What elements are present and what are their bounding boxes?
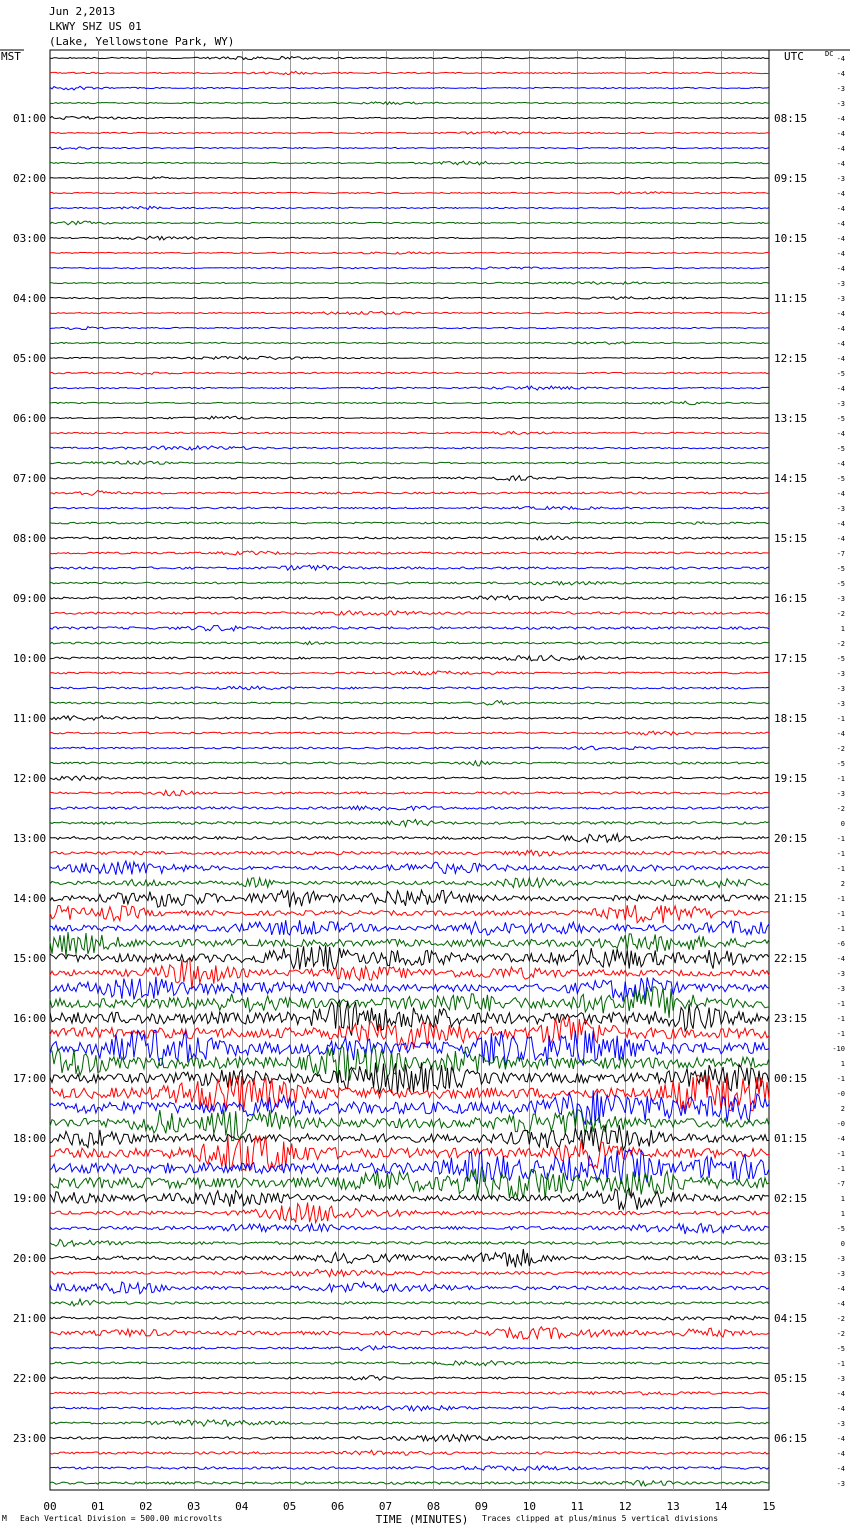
utc-hour-label: 14:15	[774, 472, 808, 485]
trace-line	[50, 746, 769, 750]
dc-offset-label: -4	[836, 1285, 845, 1293]
trace-line	[50, 490, 769, 495]
dc-offset-label: -4	[836, 130, 845, 138]
trace-line	[50, 221, 769, 225]
dc-offset-label: -4	[836, 355, 845, 363]
dc-offset-label: -3	[836, 505, 845, 513]
dc-offset-label: -4	[836, 205, 845, 213]
trace-line	[50, 701, 769, 706]
plot-date: Jun 2,2013	[49, 5, 116, 18]
dc-offset-label: -4	[836, 955, 845, 963]
trace-line	[50, 890, 769, 907]
utc-hour-label: 23:15	[774, 1012, 808, 1025]
mst-hour-label: 02:00	[13, 172, 47, 185]
dc-offset-label: -1	[836, 895, 845, 903]
x-tick-label: 11	[570, 1500, 584, 1513]
dc-offset-label: -3	[836, 1255, 845, 1263]
trace-line	[50, 416, 769, 419]
utc-hour-label: 10:15	[774, 232, 808, 245]
x-tick-label: 13	[666, 1500, 680, 1513]
utc-hour-label: 12:15	[774, 352, 808, 365]
dc-offset-label: 2	[840, 880, 845, 888]
dc-offset-label: -4	[836, 190, 845, 198]
dc-offset-label: -3	[836, 985, 845, 993]
dc-offset-label: -1	[836, 1150, 845, 1158]
dc-offset-label: -4	[836, 430, 845, 438]
minute-gridlines	[0, 50, 850, 1490]
trace-line	[50, 834, 769, 843]
dc-offset-label: -2	[836, 745, 845, 753]
dc-offset-label: -5	[836, 760, 845, 768]
dc-offset-label: -1	[836, 1360, 845, 1368]
dc-offset-label: -1	[836, 1030, 845, 1038]
trace-line	[50, 932, 769, 956]
trace-line	[50, 850, 769, 856]
trace-line	[50, 716, 769, 721]
dc-offset-label: -7	[836, 1180, 845, 1188]
clip-mark-icon: M	[2, 1514, 7, 1523]
trace-line	[50, 945, 769, 970]
mst-hour-label: 04:00	[13, 292, 47, 305]
trace-line	[50, 686, 769, 690]
right-axis-label: UTC	[784, 50, 804, 63]
trace-line	[50, 582, 769, 586]
dc-offset-label: -4	[836, 385, 845, 393]
trace-line	[50, 878, 769, 888]
utc-hour-label: 16:15	[774, 592, 808, 605]
trace-line	[50, 920, 769, 935]
x-tick-label: 07	[378, 1500, 393, 1513]
utc-hour-label: 20:15	[774, 832, 808, 845]
dc-offset-label: -4	[836, 1135, 845, 1143]
scale-note: Each Vertical Division = 500.00 microvolts	[20, 1514, 223, 1523]
mst-hour-label: 09:00	[13, 592, 47, 605]
trace-line	[50, 372, 769, 374]
x-tick-label: 04	[235, 1500, 249, 1513]
seismic-traces	[50, 56, 769, 1486]
dc-offset-label: -3	[836, 295, 845, 303]
trace-line	[50, 1299, 769, 1306]
dc-offset-label: -3	[836, 970, 845, 978]
dc-offset-label: -4	[836, 1405, 845, 1413]
dc-offset-label: -4	[836, 340, 845, 348]
mst-hour-label: 11:00	[13, 712, 47, 725]
utc-hour-label: 11:15	[774, 292, 808, 305]
trace-line	[50, 431, 769, 434]
x-tick-label: 14	[714, 1500, 728, 1513]
trace-line	[50, 596, 769, 601]
mst-hour-label: 14:00	[13, 892, 47, 905]
trace-line	[50, 790, 769, 796]
trace-line	[50, 776, 769, 781]
station-location: (Lake, Yellowstone Park, WY)	[49, 35, 235, 48]
trace-line	[50, 236, 769, 240]
dc-offset-label: -2	[836, 1315, 845, 1323]
dc-offset-label: -3	[836, 100, 845, 108]
trace-line	[50, 1224, 769, 1235]
mst-hour-label: 16:00	[13, 1012, 47, 1025]
trace-line	[50, 1189, 769, 1210]
dc-offset-label: -7	[836, 550, 845, 558]
utc-hour-label: 21:15	[774, 892, 808, 905]
dc-offset-label: -3	[836, 700, 845, 708]
dc-offset-label: -3	[836, 85, 845, 93]
mst-hour-label: 15:00	[13, 952, 47, 965]
dc-offset-label: -5	[836, 655, 845, 663]
dc-offset-label: 0	[840, 820, 845, 828]
station-id: LKWY SHZ US 01	[49, 20, 142, 33]
trace-line	[50, 1466, 769, 1471]
dc-offset-label: -3	[836, 400, 845, 408]
dc-offset-label: -4	[836, 310, 845, 318]
trace-line	[50, 86, 769, 90]
dc-offset-label: -4	[836, 1435, 845, 1443]
trace-line	[50, 1376, 769, 1381]
dc-offset-label: 1	[840, 625, 845, 633]
trace-line	[50, 312, 769, 315]
trace-line	[50, 625, 769, 631]
utc-hour-label: 05:15	[774, 1372, 808, 1385]
dc-offset-label: -4	[836, 55, 845, 63]
utc-hour-label: 04:15	[774, 1312, 808, 1325]
trace-line	[50, 56, 769, 59]
dc-offset-label: -3	[836, 175, 845, 183]
trace-line	[50, 71, 769, 74]
utc-hour-label: 00:15	[774, 1072, 808, 1085]
dc-offset-label: -3	[836, 685, 845, 693]
dc-offset-label: -6	[836, 940, 845, 948]
trace-line	[50, 507, 769, 510]
dc-offset-label: 1	[840, 1060, 845, 1068]
dc-offset-label: -4	[836, 490, 845, 498]
mst-hour-label: 18:00	[13, 1132, 47, 1145]
dc-offset-label: -3	[836, 1480, 845, 1488]
dc-offset-label: -1	[836, 910, 845, 918]
dc-offset-label: -4	[836, 115, 845, 123]
trace-line	[50, 761, 769, 766]
trace-line	[50, 386, 769, 390]
utc-hour-label: 17:15	[774, 652, 808, 665]
dc-offset-label: -1	[836, 1015, 845, 1023]
utc-hour-label: 08:15	[774, 112, 808, 125]
mst-hour-label: 21:00	[13, 1312, 47, 1325]
dc-offset-label: -1	[836, 925, 845, 933]
mst-hour-label: 13:00	[13, 832, 47, 845]
trace-line	[50, 177, 769, 179]
dc-offset-label: -1	[836, 1075, 845, 1083]
trace-line	[50, 806, 769, 811]
trace-line	[50, 1480, 769, 1486]
dc-offset-label: -1	[836, 1165, 845, 1173]
dc-offset-label: -4	[836, 1450, 845, 1458]
dc-offset-label: -10	[832, 1045, 845, 1053]
dc-offset-label: -5	[836, 1345, 845, 1353]
x-tick-label: 08	[426, 1500, 441, 1513]
x-tick-label: 12	[618, 1500, 632, 1513]
dc-offset-label: -4	[836, 1390, 845, 1398]
dc-offset-label: -1	[836, 1000, 845, 1008]
dc-offset-label: -4	[836, 520, 845, 528]
trace-line	[50, 132, 769, 135]
dc-offset-label: -4	[836, 160, 845, 168]
dc-offset-label: -4	[836, 70, 845, 78]
trace-line	[50, 267, 769, 269]
utc-hour-label: 13:15	[774, 412, 808, 425]
dc-offset-label: -3	[836, 595, 845, 603]
dc-offset-label: -0	[836, 1090, 845, 1098]
trace-line	[50, 611, 769, 616]
x-tick-label: 15	[762, 1500, 776, 1513]
clip-note: Traces clipped at plus/minus 5 vertical divisions	[482, 1514, 719, 1523]
dc-offset-label: 1	[840, 1195, 845, 1203]
trace-line	[50, 1327, 769, 1339]
mst-hour-label: 03:00	[13, 232, 47, 245]
dc-offset-label: -4	[836, 250, 845, 258]
dc-offset-label: -4	[836, 535, 845, 543]
dc-offset-label: -4	[836, 235, 845, 243]
dc-offset-label: -4	[836, 220, 845, 228]
mst-hour-label: 19:00	[13, 1192, 47, 1205]
trace-line	[50, 461, 769, 465]
trace-line	[50, 536, 769, 540]
mst-hour-label: 23:00	[13, 1432, 47, 1445]
utc-hour-label: 01:15	[774, 1132, 808, 1145]
trace-line	[50, 192, 769, 194]
trace-line	[50, 401, 769, 405]
trace-line	[50, 731, 769, 735]
dc-offset-label: -1	[836, 850, 845, 858]
dc-offset-label: -2	[836, 1330, 845, 1338]
trace-line	[50, 342, 769, 344]
mst-hour-label: 22:00	[13, 1372, 47, 1385]
trace-line	[50, 1316, 769, 1320]
trace-line	[50, 565, 769, 570]
trace-line	[50, 819, 769, 826]
dc-offset-label: -2	[836, 610, 845, 618]
dc-offset-label: -4	[836, 460, 845, 468]
mst-hour-label: 12:00	[13, 772, 47, 785]
dc-offset-label: -1	[836, 865, 845, 873]
dc-offset-label: -1	[836, 715, 845, 723]
utc-hour-label: 19:15	[774, 772, 808, 785]
mst-hour-label: 08:00	[13, 532, 47, 545]
left-axis-label: MST	[1, 50, 21, 63]
utc-hour-label: 06:15	[774, 1432, 808, 1445]
dc-offset-label: -3	[836, 1420, 845, 1428]
trace-line	[50, 116, 769, 119]
x-tick-label: 10	[522, 1500, 536, 1513]
utc-hour-label: 02:15	[774, 1192, 808, 1205]
dc-offset-label: -5	[836, 565, 845, 573]
trace-line	[50, 206, 769, 209]
trace-line	[50, 655, 769, 660]
x-tick-label: 00	[43, 1500, 57, 1513]
trace-line	[50, 1269, 769, 1276]
trace-line	[50, 959, 769, 989]
trace-line	[50, 641, 769, 645]
dc-offset-label: -1	[836, 775, 845, 783]
mst-hour-label: 10:00	[13, 652, 47, 665]
mst-hour-label: 07:00	[13, 472, 47, 485]
x-axis-title: TIME (MINUTES)	[375, 1513, 469, 1526]
mst-hour-label: 20:00	[13, 1252, 47, 1265]
dc-offset-label: -5	[836, 580, 845, 588]
axis-labels	[1, 50, 845, 1526]
dc-offset-label: -2	[836, 640, 845, 648]
trace-line	[50, 1239, 769, 1246]
trace-line	[50, 327, 769, 330]
utc-hour-label: 09:15	[774, 172, 808, 185]
trace-line	[50, 297, 769, 300]
trace-line	[50, 252, 769, 254]
utc-hour-label: 18:15	[774, 712, 808, 725]
x-tick-label: 01	[91, 1500, 105, 1513]
dc-offset-label: -1	[836, 835, 845, 843]
trace-line	[50, 1346, 769, 1351]
trace-line	[50, 1125, 769, 1152]
trace-line	[50, 1075, 769, 1110]
trace-line	[50, 551, 769, 555]
dc-offset-label: -3	[836, 280, 845, 288]
trace-line	[50, 282, 769, 285]
utc-hour-label: 15:15	[774, 532, 808, 545]
trace-line	[50, 671, 769, 675]
dc-offset-label: -4	[836, 730, 845, 738]
dc-offset-label: -3	[836, 670, 845, 678]
trace-line	[50, 446, 769, 450]
mst-hour-label: 06:00	[13, 412, 47, 425]
trace-line	[50, 1361, 769, 1366]
trace-line	[50, 102, 769, 105]
dc-offset-label: -0	[836, 1120, 845, 1128]
mst-hour-label: 17:00	[13, 1072, 47, 1085]
dc-offset-label: 0	[840, 1240, 845, 1248]
dc-offset-label: -3	[836, 1375, 845, 1383]
dc-label: DC	[825, 50, 834, 58]
dc-offset-label: -2	[836, 805, 845, 813]
trace-line	[50, 1282, 769, 1294]
trace-line	[50, 1450, 769, 1455]
trace-line	[50, 356, 769, 359]
dc-offset-label: -5	[836, 445, 845, 453]
dc-offset-label: -4	[836, 145, 845, 153]
trace-line	[50, 161, 769, 165]
trace-line	[50, 1435, 769, 1442]
trace-line	[50, 1420, 769, 1426]
dc-offset-label: -4	[836, 1300, 845, 1308]
trace-line	[50, 147, 769, 150]
trace-line	[50, 1406, 769, 1411]
utc-hour-label: 03:15	[774, 1252, 808, 1265]
mst-hour-label: 01:00	[13, 112, 47, 125]
mst-hour-label: 05:00	[13, 352, 47, 365]
utc-hour-label: 22:15	[774, 952, 808, 965]
x-tick-label: 06	[330, 1500, 345, 1513]
dc-offset-label: -4	[836, 1465, 845, 1473]
dc-offset-label: -4	[836, 265, 845, 273]
trace-line	[50, 1249, 769, 1267]
dc-offset-label: -5	[836, 415, 845, 423]
dc-offset-label: 2	[840, 1105, 845, 1113]
dc-offset-label: 1	[840, 1210, 845, 1218]
dc-offset-label: -5	[836, 1225, 845, 1233]
x-tick-label: 02	[139, 1500, 153, 1513]
x-tick-label: 05	[283, 1500, 297, 1513]
x-tick-label: 03	[187, 1500, 201, 1513]
dc-offset-label: -3	[836, 1270, 845, 1278]
trace-line	[50, 476, 769, 481]
dc-offset-label: -4	[836, 325, 845, 333]
x-tick-label: 09	[474, 1500, 489, 1513]
dc-offset-label: -5	[836, 475, 845, 483]
dc-offset-label: -5	[836, 370, 845, 378]
trace-line	[50, 522, 769, 525]
trace-line	[50, 861, 769, 875]
trace-line	[50, 1391, 769, 1395]
dc-offset-label: -3	[836, 790, 845, 798]
